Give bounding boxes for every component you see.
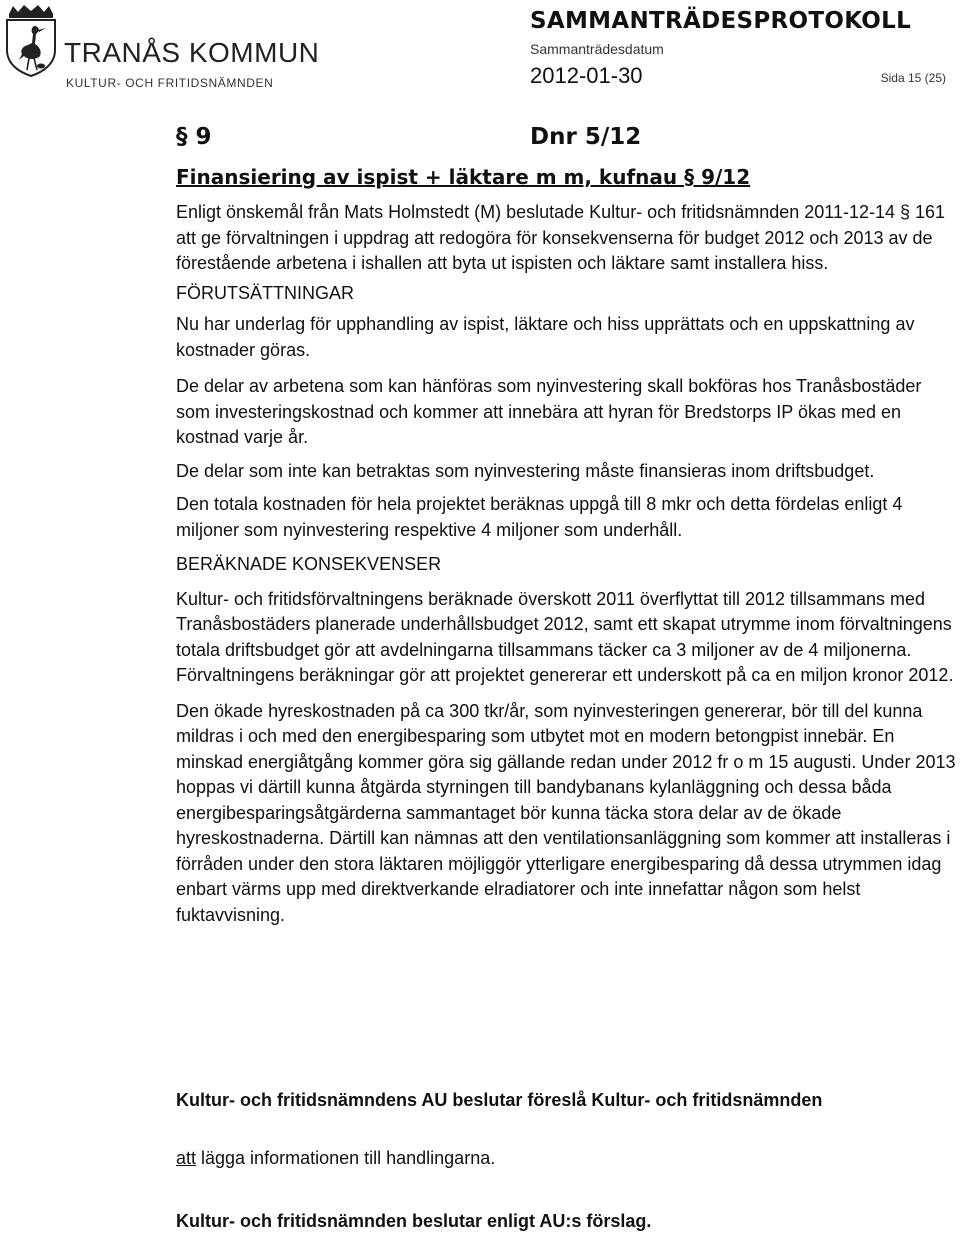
body-paragraph: Kultur- och fritidsförvaltningens beräknade överskott 2011 överflyttat till 2012 tillsammans med Tranåsbostäders planerade underhållsbudget 2012, samt ett skapat utrymme inom förvaltningens totala driftsbudget gör att avdelningarna tillsammans täcker ca 3 miljoner av de 4 miljonerna. Förvaltningens beräkningar gör att projektet genererar ett underskott på ca en miljon kronor 2012. — [176, 588, 954, 685]
organization-name: TRANÅS KOMMUN — [64, 37, 320, 68]
coat-of-arms-icon — [5, 4, 57, 78]
diary-number: Dnr 5/12 — [530, 124, 642, 150]
body-paragraph: De delar som inte kan betraktas som nyinvestering måste finansieras inom driftsbudget. — [176, 460, 875, 481]
committee-name: KULTUR- OCH FRITIDSNÄMNDEN — [66, 76, 274, 90]
body-paragraph: Den ökade hyreskostnaden på ca 300 tkr/år, som nyinvesteringen genererar, bör till del kunna mildras i och med den energibesparing som utbytet mot en modern betongpist innebär. En minskad energiåtgång kommer göra sig gällande redan under 2012 fr o m 15 augusti. Under 2013 hoppas vi därtill kunna åtgärda styrningen till bandybanans kylanläggning och dessa båda energibesparingsåtgärderna sammantaget bör kunna täcka stora delar av de ökade hyreskostnaderna. Därtill kan nämnas att den ventilationsanläggning som kommer att installeras i förråden under den stora läktaren möjliggör ytterligare energibesparing då dessa utrymmen idag enbart värms upp med direktverkande elradiatorer och inte innefattar någon som helst fuktavvisning. — [176, 700, 956, 925]
meeting-date-label: Sammanträdesdatum — [530, 41, 664, 57]
background-paragraph: Enligt önskemål från Mats Holmstedt (M) beslutade Kultur- och fritidsnämnden 2011-12-14 § 161 att ge förvaltningen i uppdrag att redogöra för konsekvenserna för budget 2012 och 2013 av de förestående arbetena i ishallen att byta ut ispisten och läktare samt installera hiss. — [176, 202, 946, 273]
att-clause-text: lägga informationen till handlingarna. — [196, 1148, 496, 1168]
section-heading-consequences: BERÄKNADE KONSEKVENSER — [176, 554, 442, 574]
body-paragraph: De delar av arbetena som kan hänföras som nyinvestering skall bokföras hos Tranåsbostäder som investeringskostnad och kommer att innebära att hyran för Bredstorps IP ökas med en kostnad varje år. — [176, 376, 922, 447]
item-heading: Finansiering av ispist + läktare m m, kufnau § 9/12 — [176, 165, 751, 189]
section-heading-prerequisites: FÖRUTSÄTTNINGAR — [176, 282, 354, 303]
page-number: Sida 15 (25) — [880, 71, 946, 85]
proposal-clause — [176, 1148, 495, 1169]
final-decision: Kultur- och fritidsnämnden beslutar enligt AU:s förslag. — [176, 1211, 652, 1231]
item-body — [176, 200, 956, 928]
meeting-date: 2012-01-30 — [530, 63, 643, 88]
paragraph-number: § 9 — [176, 124, 212, 150]
body-paragraph: Den totala kostnaden för hela projektet beräknas uppgå till 8 mkr och detta fördelas enligt 4 miljoner som nyinvestering respektive 4 miljoner som underhåll. — [176, 494, 903, 540]
att-word: att — [176, 1148, 197, 1168]
document-title: SAMMANTRÄDESPROTOKOLL — [530, 8, 912, 34]
body-paragraph: Nu har underlag för upphandling av ispist, läktare och hiss upprättats och en uppskattning av kostnader göras. — [176, 314, 915, 360]
committee-proposal: Kultur- och fritidsnämndens AU beslutar föreslå Kultur- och fritidsnämnden — [176, 1090, 823, 1110]
